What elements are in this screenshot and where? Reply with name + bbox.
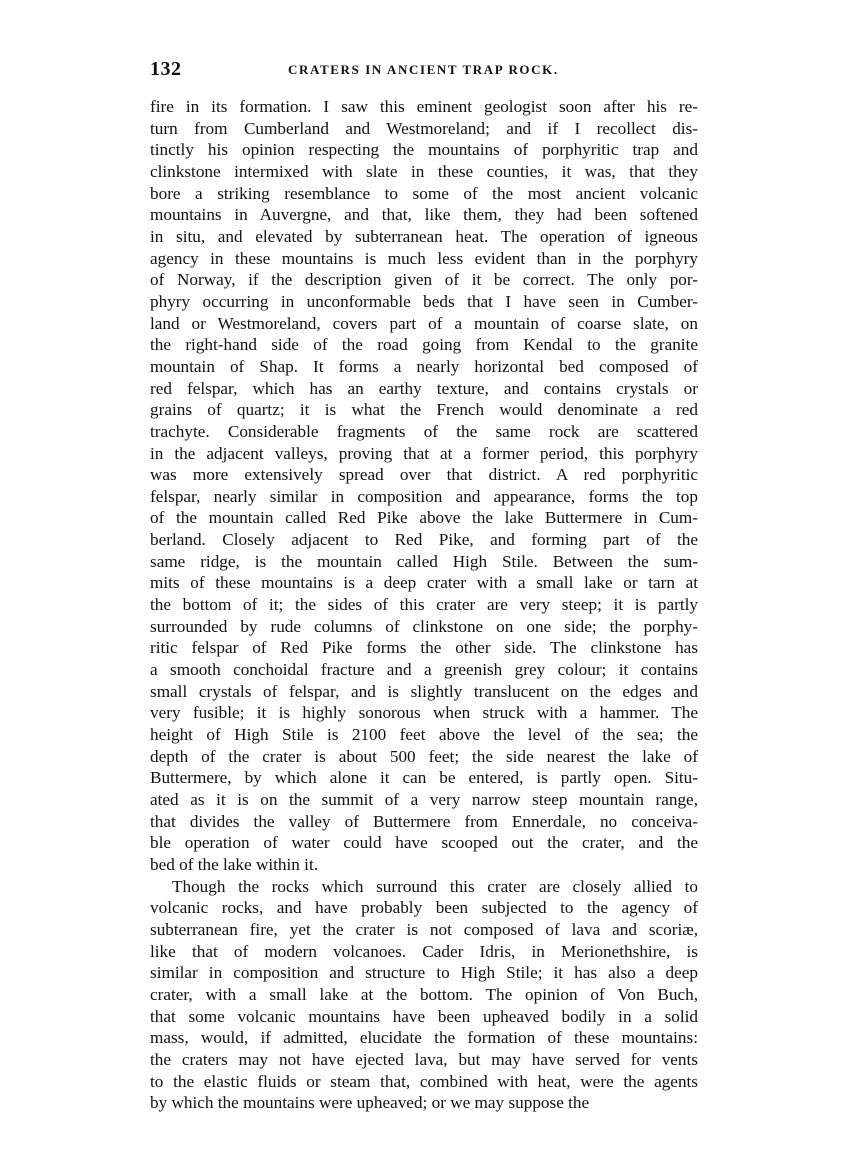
text-line: the right-hand side of the road going from Kendal to the granite — [150, 335, 698, 355]
text-line: that some volcanic mountains have been upheaved bodily in a solid — [150, 1006, 698, 1026]
text-line: berland. Closely adjacent to Red Pike, and forming part of the — [150, 530, 698, 550]
text-line: volcanic rocks, and have probably been subjected to the agency of — [150, 898, 698, 918]
text-line: mass, would, if admitted, elucidate the formation of these mountains: — [150, 1028, 698, 1048]
text-line: mits of these mountains is a deep crater with a small lake or tarn at — [150, 573, 698, 593]
text-line: red felspar, which has an earthy texture, and contains crystals or — [150, 378, 698, 398]
text-line: the bottom of it; the sides of this crater are very steep; it is partly — [150, 595, 698, 615]
text-line: trachyte. Considerable fragments of the same rock are scattered — [150, 421, 698, 441]
text-line: phyry occurring in unconformable beds that I have seen in Cumber- — [150, 291, 698, 311]
text-line: same ridge, is the mountain called High Stile. Between the sum- — [150, 551, 698, 571]
text-line: clinkstone intermixed with slate in these counties, it was, that they — [150, 161, 698, 181]
text-line: grains of quartz; it is what the French would denominate a red — [150, 400, 698, 420]
text-line: agency in these mountains is much less evident than in the porphyry — [150, 248, 698, 268]
text-line: small crystals of felspar, and is slightly translucent on the edges and — [150, 681, 698, 701]
text-line: ated as it is on the summit of a very narrow steep mountain range, — [150, 790, 698, 809]
text-line: by which the mountains were upheaved; or we may suppose the — [150, 1093, 590, 1113]
text-line: similar in composition and structure to High Stile; it has also a deep — [150, 963, 698, 983]
text-line: turn from Cumberland and Westmoreland; and if I recollect dis- — [150, 118, 698, 138]
text-line: felspar, nearly similar in composition and appearance, forms the top — [150, 486, 698, 506]
text-line: ble operation of water could have scooped out the crater, and the — [150, 833, 698, 853]
text-line: was more extensively spread over that district. A red porphyritic — [150, 465, 698, 485]
page-number: 132 — [150, 58, 182, 80]
text-line: the craters may not have ejected lava, but may have served for vents — [150, 1049, 698, 1069]
text-line: surrounded by rude columns of clinkstone on one side; the porphy- — [150, 616, 698, 636]
text-line: depth of the crater is about 500 feet; the side nearest the lake of — [150, 746, 698, 766]
text-line: mountain of Shap. It forms a nearly horizontal bed composed of — [150, 356, 698, 376]
text-line: Though the rocks which surround this crater are closely allied to — [172, 876, 698, 896]
text-line: to the elastic fluids or steam that, combined with heat, were the agents — [150, 1071, 698, 1091]
text-line: ritic felspar of Red Pike forms the other side. The clinkstone has — [150, 638, 698, 658]
text-line: bore a striking resemblance to some of the most ancient volcanic — [150, 183, 698, 203]
running-head — [150, 58, 698, 86]
text-line: fire in its formation. I saw this eminent geologist soon after his re- — [150, 97, 698, 116]
text-line: like that of modern volcanoes. Cader Idris, in Merionethshire, is — [150, 941, 698, 961]
body-text — [150, 96, 698, 1114]
text-line: of the mountain called Red Pike above the lake Buttermere in Cum- — [150, 508, 698, 528]
text-line: bed of the lake within it. — [150, 854, 319, 874]
text-line: Buttermere, by which alone it can be entered, is partly open. Situ- — [150, 768, 698, 788]
text-line: subterranean fire, yet the crater is not composed of lava and scoriæ, — [150, 919, 698, 939]
text-line: mountains in Auvergne, and that, like them, they had been softened — [150, 205, 698, 225]
text-line: very fusible; it is highly sonorous when struck with a hammer. The — [150, 703, 698, 723]
text-line: land or Westmoreland, covers part of a mountain of coarse slate, on — [150, 313, 698, 333]
text-line: crater, with a small lake at the bottom. The opinion of Von Buch, — [150, 984, 698, 1004]
text-line: in the adjacent valleys, proving that at a former period, this porphyry — [150, 443, 698, 463]
text-line: of Norway, if the description given of it be correct. The only por- — [150, 270, 698, 290]
text-line: height of High Stile is 2100 feet above the level of the sea; the — [150, 725, 698, 745]
text-line: a smooth conchoidal fracture and a greenish grey colour; it contains — [150, 660, 698, 680]
text-line: tinctly his opinion respecting the mountains of porphyritic trap and — [150, 140, 698, 160]
text-line: in situ, and elevated by subterranean heat. The operation of igneous — [150, 226, 698, 246]
running-title: CRATERS IN ANCIENT TRAP ROCK. — [288, 62, 559, 77]
text-line: that divides the valley of Buttermere from Ennerdale, no conceiva- — [150, 811, 698, 831]
